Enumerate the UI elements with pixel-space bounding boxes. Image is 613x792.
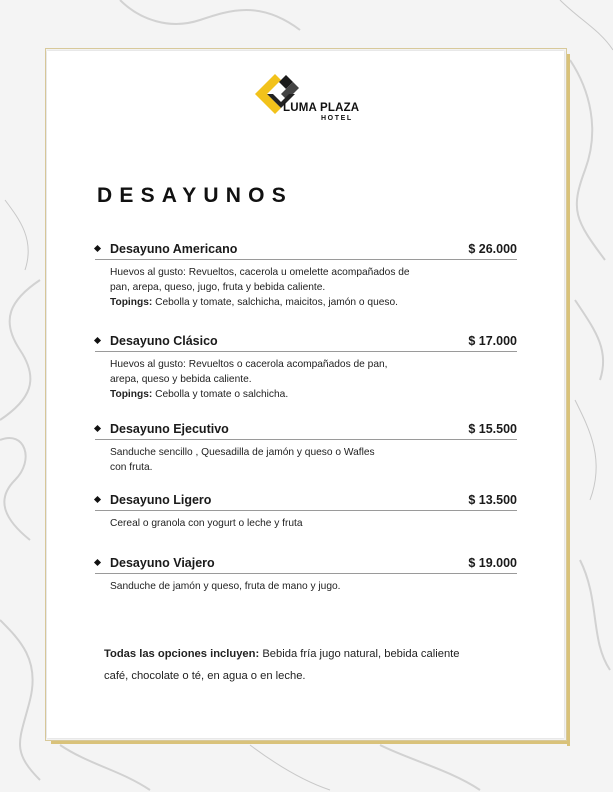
topings-label: Topings: <box>110 297 153 308</box>
menu-item-header <box>95 493 517 511</box>
menu-item-price: $ 19.000 <box>468 556 517 570</box>
description-line: Sanduche sencillo , Quesadilla de jamón y queso o Wafles <box>110 447 375 458</box>
menu-item-header <box>95 556 517 574</box>
topings-line <box>110 387 450 402</box>
footer-line-1 <box>104 643 524 665</box>
menu-item <box>95 242 517 310</box>
section-title: DESAYUNOS <box>97 184 293 207</box>
menu-item-header <box>95 242 517 260</box>
menu-item-description <box>110 265 450 310</box>
hotel-name: LUMA PLAZA <box>283 102 360 114</box>
diamond-bullet-icon <box>94 496 101 503</box>
menu-item <box>95 422 517 475</box>
menu-item-name: Desayuno Ejecutivo <box>110 422 229 436</box>
diamond-bullet-icon <box>94 559 101 566</box>
gold-border-bottom <box>51 741 570 744</box>
description-line: Cereal o granola con yogurt o leche y fruta <box>110 518 303 529</box>
topings-text: Cebolla y tomate, salchicha, maicitos, jamón o queso. <box>155 297 399 308</box>
menu-item-price: $ 17.000 <box>468 334 517 348</box>
diamond-bullet-icon <box>94 245 101 252</box>
diamond-bullet-icon <box>94 337 101 344</box>
description-line: Huevos al gusto: Revueltos o cacerola acompañados de pan, <box>110 359 388 370</box>
menu-item <box>95 556 517 594</box>
description-line: pan, arepa, queso, jugo, fruta y bebida caliente. <box>110 282 326 293</box>
menu-item-description <box>110 445 450 475</box>
footer-text-1: Bebida fría jugo natural, bebida caliente <box>259 648 460 660</box>
menu-item <box>95 493 517 531</box>
footer-text-2: café, chocolate o té, en agua o en leche. <box>104 670 306 682</box>
description-line: Huevos al gusto: Revueltos, cacerola u omelette acompañados de <box>110 267 410 278</box>
hotel-subtitle: HOTEL <box>321 115 353 122</box>
menu-item-price: $ 26.000 <box>468 242 517 256</box>
topings-label: Topings: <box>110 389 153 400</box>
diamond-bullet-icon <box>94 425 101 432</box>
menu-item-header <box>95 334 517 352</box>
footer-note <box>104 643 524 687</box>
description-line: con fruta. <box>110 462 153 473</box>
menu-item-description <box>110 357 450 402</box>
menu-item-name: Desayuno Clásico <box>110 334 218 348</box>
menu-item-price: $ 15.500 <box>468 422 517 436</box>
topings-line <box>110 295 450 310</box>
menu-item-description <box>110 516 450 531</box>
gold-border-right <box>567 54 570 746</box>
menu-item-price: $ 13.500 <box>468 493 517 507</box>
menu-item-name: Desayuno Viajero <box>110 556 215 570</box>
description-line: Sanduche de jamón y queso, fruta de mano y jugo. <box>110 581 341 592</box>
menu-item-name: Desayuno Ligero <box>110 493 212 507</box>
menu-item-name: Desayuno Americano <box>110 242 238 256</box>
description-line: arepa, queso y bebida caliente. <box>110 374 252 385</box>
menu-item-description <box>110 579 450 594</box>
footer-label: Todas las opciones incluyen: <box>104 648 260 660</box>
menu-item-header <box>95 422 517 440</box>
topings-text: Cebolla y tomate o salchicha. <box>155 389 289 400</box>
menu-item <box>95 334 517 402</box>
